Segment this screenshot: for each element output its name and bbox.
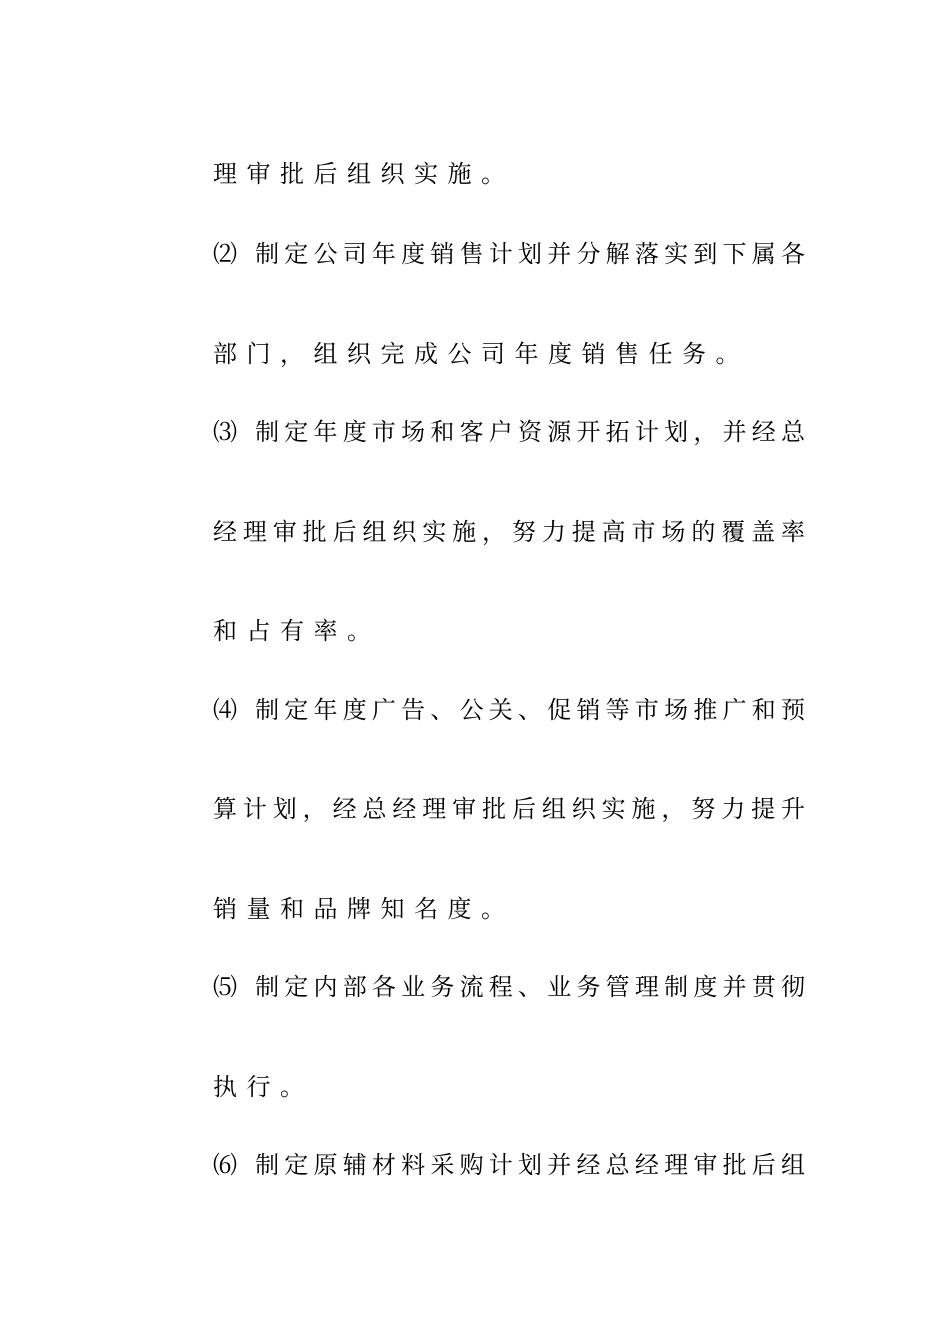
text-line-9: 销量和品牌知名度。 [213,895,515,923]
text-line-2: ⑵ 制定公司年度销售计划并分解落实到下属各 [213,240,805,268]
text-line-12: ⑹ 制定原辅材料采购计划并经总经理审批后组 [213,1151,805,1179]
text-line-10: ⑸ 制定内部各业务流程、业务管理制度并贯彻 [213,973,805,1001]
text-line-3: 部门，组织完成公司年度销售任务。 [213,340,749,368]
text-line-8: 算计划，经总经理审批后组织实施，努力提升 [213,795,805,823]
text-line-7: ⑷ 制定年度广告、公关、促销等市场推广和预 [213,696,805,724]
text-line-1: 理审批后组织实施。 [213,160,515,188]
text-line-5: 经理审批后组织实施，努力提高市场的覆盖率 [213,518,805,546]
text-line-11: 执行。 [213,1073,314,1101]
text-line-4: ⑶ 制定年度市场和客户资源开拓计划，并经总 [213,418,805,446]
text-line-6: 和占有率。 [213,617,381,645]
